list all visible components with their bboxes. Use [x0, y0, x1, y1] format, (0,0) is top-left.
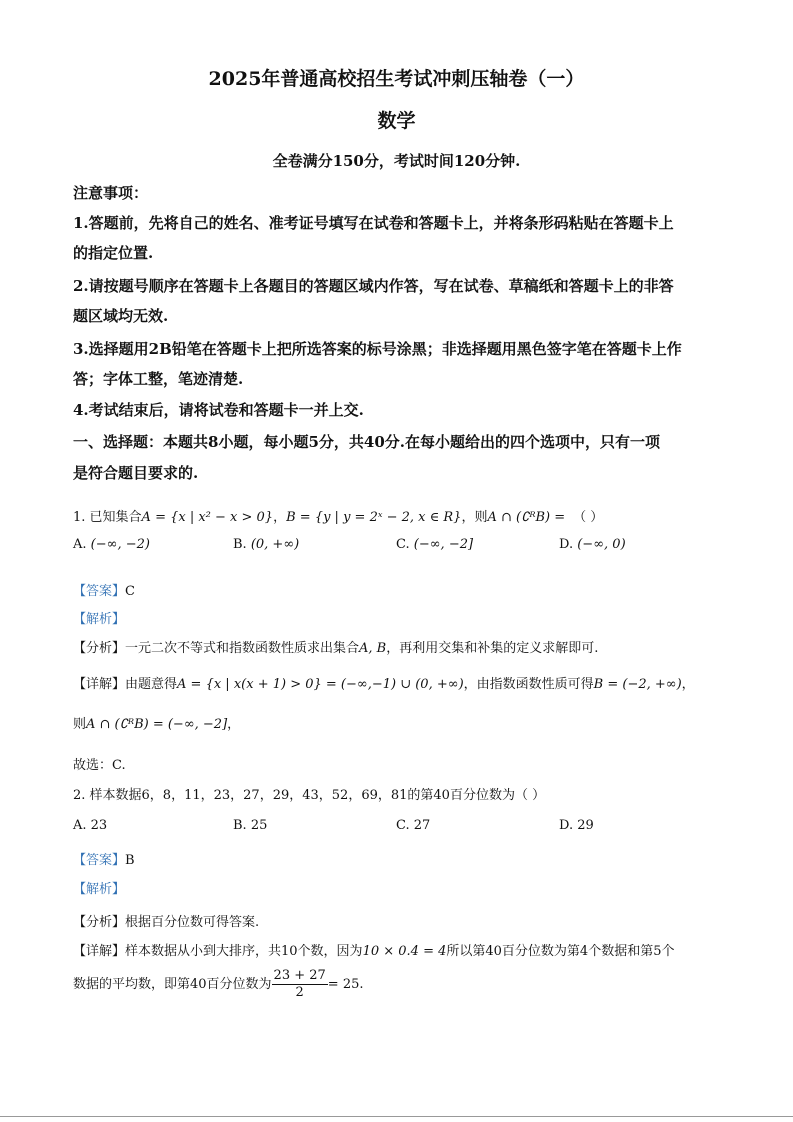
q1-answer-value: C: [125, 584, 135, 599]
q2-option-c: C. 27: [396, 818, 431, 833]
q1-paren: （ ）: [573, 510, 604, 525]
q1-option-d: [559, 537, 626, 552]
q1-fenxi-tag: 【分析】: [73, 641, 126, 656]
exam-info: 全卷满分150分，考试时间120分钟.: [272, 152, 521, 170]
q2-fraction-result: = 25: [327, 977, 360, 992]
q2-fenxi-text: 根据百分位数可得答案.: [125, 915, 260, 930]
note-3b: 答；字体工整，笔迹清楚.: [73, 370, 244, 388]
q2-option-a: A. 23: [73, 818, 108, 833]
page-title: 2025年普通高校招生考试冲刺压轴卷（一）: [208, 68, 585, 90]
q1-answer-tag: 【答案】: [73, 584, 126, 599]
note-3a: 3.选择题用2B铅笔在答题卡上把所选答案的标号涂黑；非选择题用黑色签字笔在答题卡上作: [73, 340, 682, 358]
q2-detail-text-c: 数据的平均数，即第40百分位数为: [73, 977, 272, 992]
q1-option-a-value: (−∞, −2): [90, 537, 150, 552]
q2-detail-calc: 10 × 0.4 = 4: [362, 944, 447, 959]
note-1a: 1.答题前，先将自己的姓名、准考证号填写在试卷和答题卡上，并将条形码粘贴在答题卡上: [73, 214, 674, 232]
q1-fenxi-text-b: ，再利用交集和补集的定义求解即可.: [386, 641, 599, 656]
q1-detail-text-a: 由题意得: [125, 677, 178, 692]
q2-detail-tag: 【详解】: [73, 944, 126, 959]
q1-expr: A ∩ (∁ᴿB) =: [487, 510, 566, 525]
q2-detail-text-a: 样本数据从小到大排序，共10个数，因为: [125, 944, 363, 959]
subject-title: 数学: [377, 110, 416, 132]
q1-comma: ，: [273, 510, 287, 525]
q2-detail-cont: [73, 968, 364, 1001]
q1-then: ，则: [461, 510, 488, 525]
q1-set-a: A = {x | x² − x > 0}: [141, 510, 274, 525]
q2-fraction-den: 2: [295, 985, 304, 1000]
q1-detail-text-c: ，: [681, 677, 695, 692]
notes-heading: 注意事项：: [73, 184, 149, 202]
q2-answer-tag: 【答案】: [73, 853, 126, 868]
q1-detail-tag: 【详解】: [73, 677, 126, 692]
q1-result-then: 则: [73, 717, 87, 732]
note-4: 4.考试结束后，请将试卷和答题卡一并上交.: [73, 401, 364, 419]
note-2b: 题区域均无效.: [73, 307, 169, 325]
page-bottom-divider: [0, 1116, 793, 1117]
q1-option-a-label: A.: [73, 537, 87, 552]
note-2a: 2.请按题号顺序在答题卡上各题目的答题区域内作答，写在试卷、草稿纸和答题卡上的非答: [73, 277, 674, 295]
q1-prefix: 1. 已知集合: [73, 510, 142, 525]
q1-option-c: [396, 537, 473, 552]
q1-detail-set-a: A = {x | x(x + 1) > 0} = (−∞,−1) ∪ (0, +∞): [177, 677, 464, 692]
q1-option-c-label: C.: [396, 537, 410, 552]
q1-option-a: [73, 537, 150, 552]
q2-answer-value: B: [125, 853, 135, 868]
q1-option-b: [233, 537, 299, 552]
section-heading-2: 是符合题目要求的.: [73, 464, 199, 482]
q2-option-d: D. 29: [559, 818, 594, 833]
q1-result-end: ，: [227, 717, 241, 732]
q2-fenxi-tag: 【分析】: [73, 915, 126, 930]
q2-fenxi: [73, 911, 259, 930]
q1-option-d-label: D.: [559, 537, 574, 552]
q2-option-b: B. 25: [233, 818, 268, 833]
q2-detail-text-b: 所以第40百分位数为第4个数据和第5个: [446, 944, 675, 959]
q1-fenxi-text-a: 一元二次不等式和指数函数性质求出集合: [125, 641, 360, 656]
note-1b: 的指定位置.: [73, 244, 154, 262]
q1-analysis-tag: 【解析】: [73, 612, 126, 627]
q1-stem: [73, 506, 603, 525]
q2-fraction: [272, 968, 328, 1001]
q1-option-b-label: B.: [233, 537, 247, 552]
q1-option-d-value: (−∞, 0): [577, 537, 626, 552]
q1-fenxi-sets: A, B: [359, 641, 387, 656]
q1-option-b-value: (0, +∞): [250, 537, 300, 552]
q1-detail-set-b: B = (−2, +∞): [593, 677, 682, 692]
q1-answer: [73, 580, 135, 599]
q2-stem: 2. 样本数据6，8，11，23，27，29，43，52，69，81的第40百分位数为（ ）: [73, 788, 546, 803]
q1-detail: [73, 673, 695, 692]
q2-answer: [73, 849, 135, 868]
q2-analysis-tag: 【解析】: [73, 882, 126, 897]
q1-result: [73, 713, 240, 732]
q1-choose: 故选：C.: [73, 758, 126, 773]
q1-detail-text-b: ，由指数函数性质可得: [463, 677, 594, 692]
section-heading-1: 一、选择题：本题共8小题，每小题5分，共40分.在每小题给出的四个选项中，只有一项: [73, 433, 660, 451]
q1-result-expr: A ∩ (∁ᴿB) = (−∞, −2]: [86, 717, 228, 732]
q2-fraction-num: 23 + 27: [273, 968, 326, 983]
q1-fenxi: [73, 637, 598, 656]
q1-set-b: B = {y | y = 2ˣ − 2, x ∈ R}: [286, 510, 462, 525]
q2-detail-end: .: [359, 977, 364, 992]
q2-detail: [73, 940, 674, 959]
q1-option-c-value: (−∞, −2]: [413, 537, 474, 552]
